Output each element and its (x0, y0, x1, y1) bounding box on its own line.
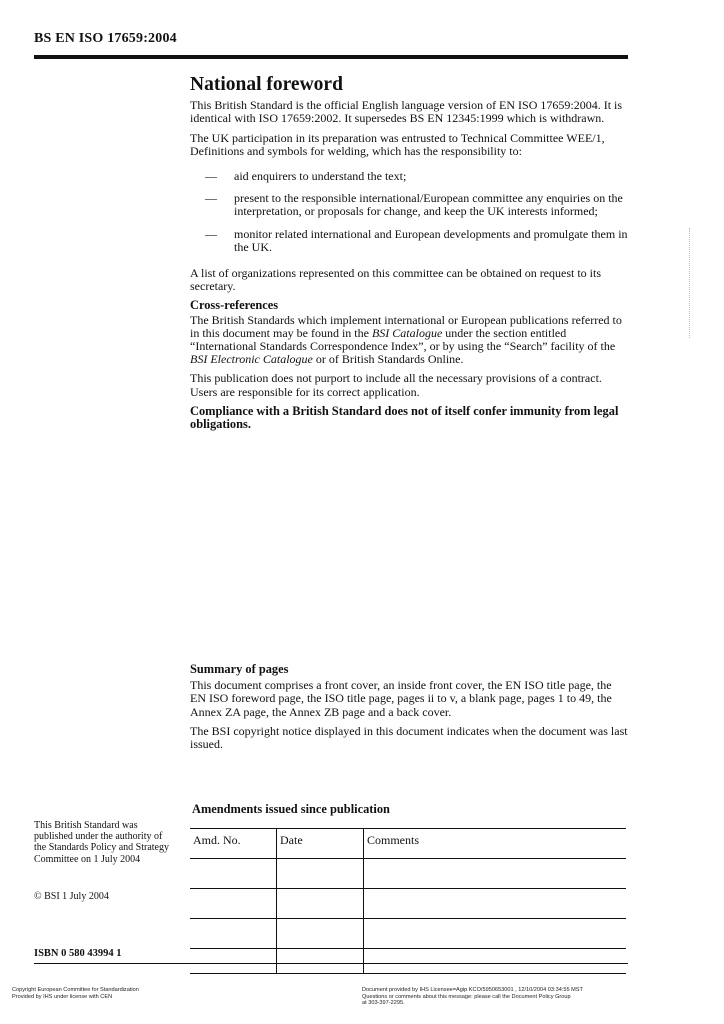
amendments-table (190, 828, 626, 974)
footer-left-line: Copyright European Committee for Standardization (12, 987, 139, 993)
table-row (190, 889, 626, 919)
column-header-amd-no: Amd. No. (190, 829, 277, 859)
copyright-notice: © BSI 1 July 2004 (34, 891, 109, 902)
responsibility-item (190, 228, 630, 254)
cross-references-text (190, 314, 630, 367)
responsibility-text: monitor related international and European developments and promulgate them in the UK. (234, 226, 628, 254)
cross-ref-text-part: under the section entitled “International Standards Correspondence Index”, or by using the “Search” facility of the (190, 325, 616, 354)
cross-ref-text-part: or of British Standards Online. (312, 352, 464, 367)
foreword-intro: This British Standard is the official English language version of EN ISO 17659:2004. It is identical with ISO 17659:2002. It supersedes BS EN 12345:1999 which is withdrawn. (190, 98, 623, 126)
document-header-id: BS EN ISO 17659:2004 (34, 31, 177, 46)
responsibility-item (190, 192, 630, 218)
footer-left (12, 987, 139, 1000)
table-row (190, 949, 626, 974)
column-header-comments: Comments (364, 829, 627, 859)
bullet-dash: — (205, 226, 217, 241)
organizations-note: A list of organizations represented on this committee can be obtained on request to its secretary. (190, 266, 602, 294)
cross-ref-text-part: The British Standards which implement international or European publications referred to in this document may be found in the (190, 312, 622, 340)
national-foreword-section (190, 74, 630, 437)
table-header-row (190, 829, 626, 859)
amendments-heading: Amendments issued since publication (192, 802, 390, 816)
page-title: National foreword (190, 74, 343, 95)
amendments-table-wrap (190, 828, 626, 974)
table-row (190, 919, 626, 949)
responsibility-text: present to the responsible international/European committee any enquiries on the interpretation, or proposals for change, and keep the UK interests informed; (234, 191, 623, 219)
header-rule (34, 55, 628, 59)
table-row (190, 859, 626, 889)
footer-rule (34, 963, 628, 964)
footer-right-line: Document provided by IHS Licensee=Agip KCO/5950653001 , 12/10/2004 03:34:55 MST (362, 987, 583, 993)
compliance-statement: Compliance with a British Standard does not of itself confer immunity from legal obligations. (190, 403, 619, 432)
column-header-date: Date (277, 829, 364, 859)
summary-copyright-note: The BSI copyright notice displayed in this document indicates when the document was last issued. (190, 723, 628, 752)
bullet-dash: — (205, 191, 217, 206)
publication-authority: This British Standard was published under the authority of the Standards Policy and Strategy Committee on 1 July 2004 (34, 820, 169, 865)
cross-references-heading: Cross-references (190, 298, 279, 313)
summary-heading: Summary of pages (190, 662, 289, 676)
footer-right-line: at 303-397-2295. (362, 1000, 405, 1007)
summary-section (190, 663, 630, 757)
responsibility-text: aid enquirers to understand the text; (234, 169, 407, 184)
foreword-participation: The UK participation in its preparation was entrusted to Technical Committee WEE/1, Definitions and symbols for welding, which has the responsibility to: (190, 130, 605, 158)
bsi-catalogue-title: BSI Catalogue (371, 325, 443, 340)
responsibility-item (190, 170, 630, 183)
footer-left-line: Provided by IHS under license with CEN (12, 993, 113, 1000)
contract-note: This publication does not purport to include all the necessary provisions of a contract. Users are responsible for its correct application. (190, 371, 602, 399)
bsi-electronic-catalogue-title: BSI Electronic Catalogue (190, 352, 313, 367)
bullet-dash: — (205, 169, 217, 184)
scan-edge-marks (689, 228, 691, 338)
footer-right (362, 987, 583, 1007)
footer-right-line: Questions or comments about this message: please call the Document Policy Group (362, 993, 571, 1000)
summary-pages: This document comprises a front cover, an inside front cover, the EN ISO title page, the EN ISO foreword page, the ISO title page, pages ii to v, a blank page, pages 1 to 49, the Annex ZA page, the Annex ZB page and a back cover. (190, 678, 612, 719)
isbn: ISBN 0 580 43994 1 (34, 948, 122, 959)
